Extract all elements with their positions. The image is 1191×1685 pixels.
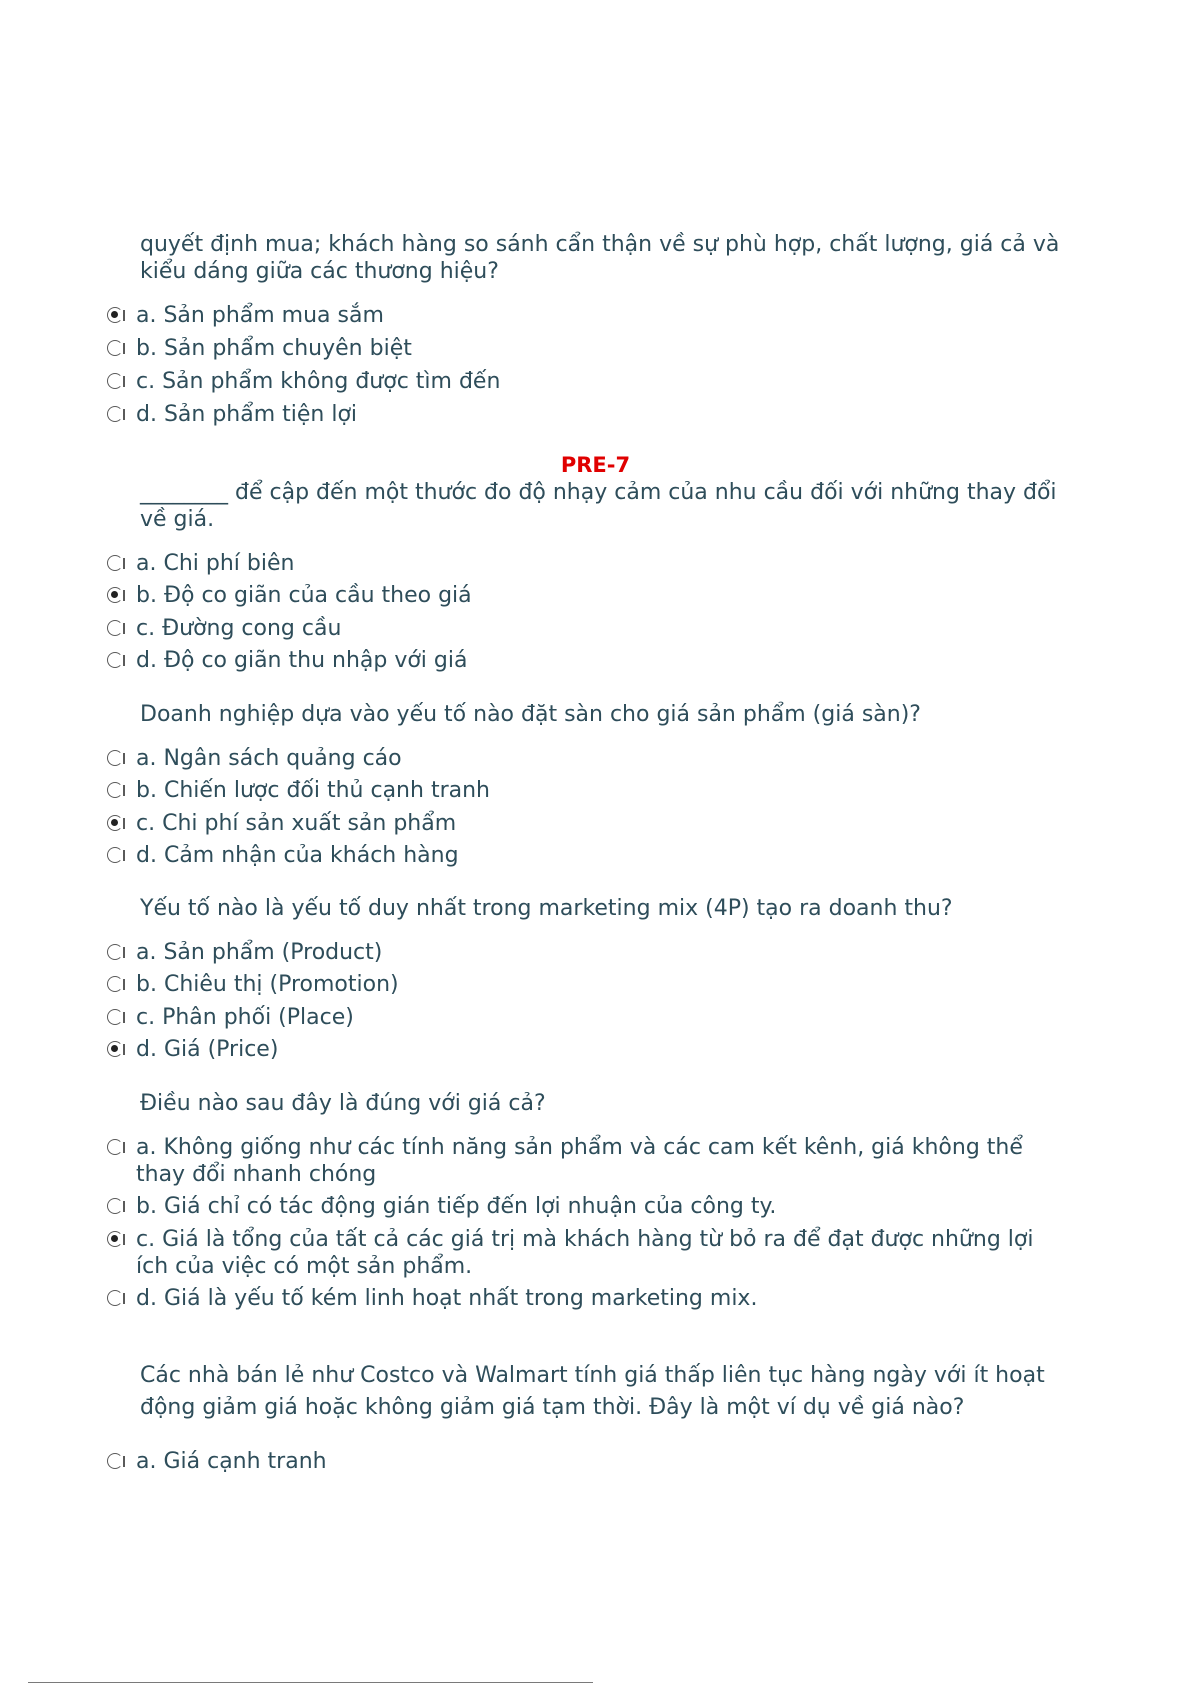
option-row[interactable]	[106, 1037, 1066, 1064]
radio-checked-icon[interactable]	[107, 815, 123, 831]
option-label: a. Ngân sách quảng cáo	[136, 746, 402, 771]
option-label: d. Giá là yếu tố kém linh hoạt nhất trong marketing mix.	[136, 1286, 758, 1311]
option-label: b. Giá chỉ có tác động gián tiếp đến lợi nhuận của công ty.	[136, 1194, 777, 1219]
option-label: d. Cảm nhận của khách hàng	[136, 843, 459, 868]
option-row[interactable]	[106, 940, 1066, 967]
radio-icon[interactable]	[107, 847, 123, 863]
question-text: Doanh nghiệp dựa vào yếu tố nào đặt sàn cho giá sản phẩm (giá sàn)?	[140, 702, 921, 727]
option-row[interactable]	[106, 616, 1066, 643]
option-row[interactable]	[106, 843, 1066, 870]
option-label: b. Chiêu thị (Promotion)	[136, 972, 399, 997]
radio-icon[interactable]	[107, 373, 123, 389]
option-label: a. Sản phẩm mua sắm	[136, 303, 384, 328]
question-text: Điều nào sau đây là đúng với giá cả?	[140, 1091, 546, 1116]
radio-icon[interactable]	[107, 944, 123, 960]
option-label: b. Chiến lược đối thủ cạnh tranh	[136, 778, 490, 803]
option-row[interactable]	[106, 551, 1066, 578]
option-row[interactable]	[106, 648, 1066, 675]
option-row[interactable]	[106, 336, 1066, 363]
option-label: c. Đường cong cầu	[136, 616, 342, 641]
radio-icon[interactable]	[107, 620, 123, 636]
radio-checked-icon[interactable]	[107, 1041, 123, 1057]
question-text	[140, 480, 1060, 533]
option-row[interactable]	[106, 746, 1066, 773]
radio-icon[interactable]	[107, 406, 123, 422]
option-label: d. Độ co giãn thu nhập với giá	[136, 648, 468, 673]
radio-icon[interactable]	[107, 976, 123, 992]
option-row[interactable]	[106, 583, 1066, 610]
option-label: d. Giá (Price)	[136, 1037, 279, 1062]
option-row[interactable]	[106, 1449, 1066, 1476]
radio-icon[interactable]	[107, 1139, 123, 1155]
option-label: c. Sản phẩm không được tìm đến	[136, 369, 501, 394]
radio-checked-icon[interactable]	[107, 307, 123, 323]
option-row[interactable]	[106, 1194, 1066, 1221]
radio-icon[interactable]	[107, 555, 123, 571]
option-row[interactable]	[106, 811, 1066, 838]
option-label: a. Sản phẩm (Product)	[136, 940, 383, 965]
question-text: Các nhà bán lẻ như Costco và Walmart tính giá thấp liên tục hàng ngày với ít hoạt động giảm giá hoặc không giảm giá tạm thời. Đây là một ví dụ về giá nào?	[140, 1363, 1045, 1420]
option-label: d. Sản phẩm tiện lợi	[136, 402, 358, 427]
question-text: Yếu tố nào là yếu tố duy nhất trong marketing mix (4P) tạo ra doanh thu?	[140, 896, 953, 921]
question-text-rest: để cập đến một thước đo độ nhạy cảm của nhu cầu đối với những thay đổi về giá.	[140, 480, 1057, 532]
radio-icon[interactable]	[107, 750, 123, 766]
radio-checked-icon[interactable]	[107, 587, 123, 603]
option-row[interactable]	[106, 1135, 1066, 1188]
option-label: c. Chi phí sản xuất sản phẩm	[136, 811, 457, 836]
option-label: b. Độ co giãn của cầu theo giá	[136, 583, 472, 608]
radio-icon[interactable]	[107, 1453, 123, 1469]
option-label: c. Giá là tổng của tất cả các giá trị mà khách hàng từ bỏ ra để đạt được những lợi ích của việc có một sản phẩm.	[136, 1227, 1034, 1279]
footer-rule	[28, 1682, 593, 1683]
option-row[interactable]	[106, 778, 1066, 805]
option-row[interactable]	[106, 1227, 1066, 1280]
question-text: quyết định mua; khách hàng so sánh cẩn thận về sự phù hợp, chất lượng, giá cả và kiểu dáng giữa các thương hiệu?	[140, 232, 1060, 284]
radio-icon[interactable]	[107, 340, 123, 356]
option-label: a. Chi phí biên	[136, 551, 295, 576]
radio-icon[interactable]	[107, 782, 123, 798]
radio-icon[interactable]	[107, 1290, 123, 1306]
option-row[interactable]	[106, 369, 1066, 396]
option-row[interactable]	[106, 972, 1066, 999]
option-label: a. Giá cạnh tranh	[136, 1449, 327, 1474]
radio-icon[interactable]	[107, 1198, 123, 1214]
option-label: c. Phân phối (Place)	[136, 1005, 354, 1030]
option-label: b. Sản phẩm chuyên biệt	[136, 336, 412, 361]
option-row[interactable]	[106, 1286, 1066, 1313]
option-row[interactable]	[106, 1005, 1066, 1032]
radio-icon[interactable]	[107, 1009, 123, 1025]
option-row[interactable]	[106, 303, 1066, 330]
blank-line: ________	[140, 480, 228, 505]
radio-checked-icon[interactable]	[107, 1231, 123, 1247]
option-label: a. Không giống như các tính năng sản phẩm và các cam kết kênh, giá không thể thay đổi nhanh chóng	[136, 1135, 1023, 1187]
section-title: PRE-7	[560, 453, 631, 477]
radio-icon[interactable]	[107, 652, 123, 668]
option-row[interactable]	[106, 402, 1066, 429]
